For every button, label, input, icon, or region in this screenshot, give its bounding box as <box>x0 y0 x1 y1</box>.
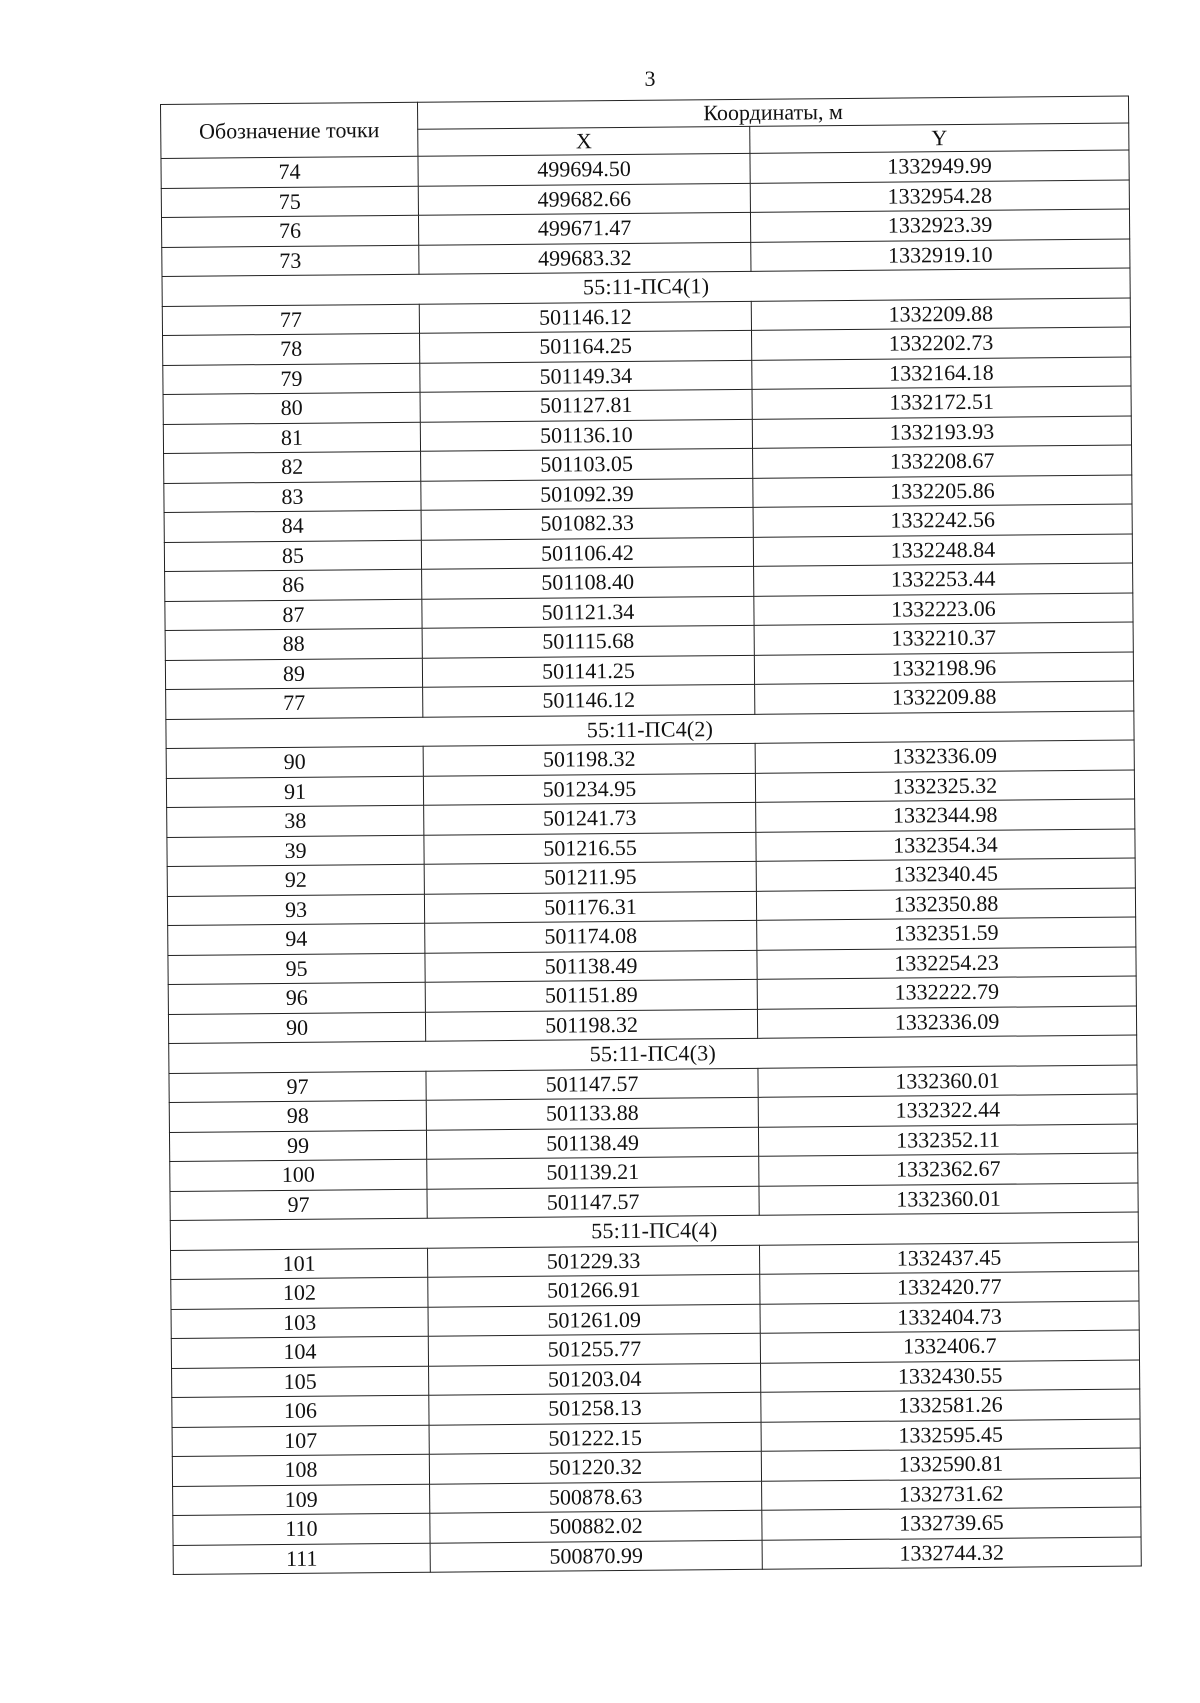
y-coordinate-cell: 1332172.51 <box>752 386 1131 419</box>
y-coordinate-cell: 1332404.73 <box>760 1301 1139 1334</box>
x-coordinate-cell: 501234.95 <box>423 773 755 805</box>
point-number-cell: 99 <box>169 1130 426 1162</box>
y-coordinate-cell: 1332209.88 <box>751 298 1130 331</box>
y-coordinate-cell: 1332322.44 <box>758 1094 1137 1127</box>
y-coordinate-cell: 1332437.45 <box>759 1242 1138 1275</box>
y-coordinate-cell: 1332744.32 <box>762 1536 1141 1569</box>
y-coordinate-cell: 1332360.01 <box>759 1183 1138 1216</box>
x-coordinate-cell: 501092.39 <box>421 478 753 510</box>
y-coordinate-cell: 1332954.28 <box>750 180 1129 213</box>
y-coordinate-cell: 1332223.06 <box>754 593 1133 626</box>
x-coordinate-cell: 501139.21 <box>427 1156 759 1188</box>
y-coordinate-cell: 1332254.23 <box>757 947 1136 980</box>
y-coordinate-cell: 1332248.84 <box>753 534 1132 567</box>
y-coordinate-cell: 1332420.77 <box>760 1271 1139 1304</box>
x-coordinate-cell: 501151.89 <box>425 979 757 1011</box>
section-title: 55:11-ПС4(1) <box>162 268 1130 306</box>
y-coordinate-cell: 1332949.99 <box>750 150 1129 183</box>
x-coordinate-cell: 501133.88 <box>426 1097 758 1129</box>
header-coordinates: Координаты, м <box>417 96 1128 129</box>
x-coordinate-cell: 501108.40 <box>422 566 754 598</box>
y-coordinate-cell: 1332242.56 <box>753 504 1132 537</box>
point-number-cell: 108 <box>172 1454 429 1486</box>
point-number-cell: 74 <box>161 156 418 188</box>
y-coordinate-cell: 1332253.44 <box>754 563 1133 596</box>
x-coordinate-cell: 501220.32 <box>429 1451 761 1483</box>
point-number-cell: 95 <box>168 953 425 985</box>
header-y: Y <box>750 123 1129 153</box>
section-title: 55:11-ПС4(4) <box>170 1212 1138 1250</box>
point-number-cell: 85 <box>164 540 421 572</box>
x-coordinate-cell: 501103.05 <box>421 448 753 480</box>
point-number-cell: 102 <box>171 1277 428 1309</box>
y-coordinate-cell: 1332406.7 <box>760 1330 1139 1363</box>
y-coordinate-cell: 1332202.73 <box>751 327 1130 360</box>
x-coordinate-cell: 501147.57 <box>426 1068 758 1100</box>
point-number-cell: 83 <box>164 481 421 513</box>
y-coordinate-cell: 1332222.79 <box>757 976 1136 1009</box>
x-coordinate-cell: 501216.55 <box>424 832 756 864</box>
point-number-cell: 84 <box>164 510 421 542</box>
point-number-cell: 87 <box>165 599 422 631</box>
x-coordinate-cell: 501198.32 <box>425 1009 757 1041</box>
point-number-cell: 92 <box>167 864 424 896</box>
y-coordinate-cell: 1332430.55 <box>761 1360 1140 1393</box>
point-number-cell: 90 <box>168 1012 425 1044</box>
point-number-cell: 100 <box>170 1159 427 1191</box>
y-coordinate-cell: 1332581.26 <box>761 1389 1140 1422</box>
point-number-cell: 105 <box>172 1366 429 1398</box>
header-point-designation: Обозначение точки <box>161 102 418 158</box>
header-x: X <box>418 126 750 156</box>
x-coordinate-cell: 501241.73 <box>424 802 756 834</box>
point-number-cell: 91 <box>166 776 423 808</box>
x-coordinate-cell: 499694.50 <box>418 153 750 185</box>
point-number-cell: 110 <box>173 1513 430 1545</box>
point-number-cell: 103 <box>171 1307 428 1339</box>
y-coordinate-cell: 1332193.93 <box>752 416 1131 449</box>
y-coordinate-cell: 1332198.96 <box>754 652 1133 685</box>
x-coordinate-cell: 501164.25 <box>420 330 752 362</box>
y-coordinate-cell: 1332352.11 <box>758 1124 1137 1157</box>
point-number-cell: 96 <box>168 982 425 1014</box>
y-coordinate-cell: 1332731.62 <box>762 1477 1141 1510</box>
x-coordinate-cell: 501198.32 <box>423 743 755 775</box>
point-number-cell: 97 <box>170 1189 427 1221</box>
point-number-cell: 81 <box>163 422 420 454</box>
coordinates-table <box>160 96 1142 1575</box>
y-coordinate-cell: 1332360.01 <box>758 1065 1137 1098</box>
y-coordinate-cell: 1332209.88 <box>755 681 1134 714</box>
y-coordinate-cell: 1332205.86 <box>753 475 1132 508</box>
y-coordinate-cell: 1332336.09 <box>755 740 1134 773</box>
y-coordinate-cell: 1332336.09 <box>757 1006 1136 1039</box>
x-coordinate-cell: 501082.33 <box>421 507 753 539</box>
point-number-cell: 86 <box>165 569 422 601</box>
x-coordinate-cell: 501136.10 <box>420 419 752 451</box>
x-coordinate-cell: 501211.95 <box>424 861 756 893</box>
x-coordinate-cell: 501149.34 <box>420 360 752 392</box>
y-coordinate-cell: 1332739.65 <box>762 1507 1141 1540</box>
x-coordinate-cell: 499682.66 <box>418 183 750 215</box>
y-coordinate-cell: 1332919.10 <box>751 239 1130 272</box>
point-number-cell: 38 <box>167 805 424 837</box>
x-coordinate-cell: 501258.13 <box>429 1392 761 1424</box>
point-number-cell: 98 <box>169 1100 426 1132</box>
y-coordinate-cell: 1332595.45 <box>761 1418 1140 1451</box>
x-coordinate-cell: 501115.68 <box>422 625 754 657</box>
point-number-cell: 89 <box>165 658 422 690</box>
point-number-cell: 78 <box>163 333 420 365</box>
y-coordinate-cell: 1332325.32 <box>755 770 1134 803</box>
point-number-cell: 104 <box>171 1336 428 1368</box>
x-coordinate-cell: 501141.25 <box>422 655 754 687</box>
point-number-cell: 80 <box>163 392 420 424</box>
point-number-cell: 101 <box>171 1248 428 1280</box>
x-coordinate-cell: 501147.57 <box>427 1186 759 1218</box>
y-coordinate-cell: 1332164.18 <box>752 357 1131 390</box>
point-number-cell: 73 <box>162 245 419 277</box>
x-coordinate-cell: 500878.63 <box>430 1481 762 1513</box>
point-number-cell: 77 <box>162 304 419 336</box>
x-coordinate-cell: 501266.91 <box>428 1274 760 1306</box>
x-coordinate-cell: 501146.12 <box>419 301 751 333</box>
point-number-cell: 82 <box>164 451 421 483</box>
x-coordinate-cell: 501176.31 <box>424 891 756 923</box>
x-coordinate-cell: 500870.99 <box>430 1540 762 1572</box>
point-number-cell: 76 <box>161 215 418 247</box>
x-coordinate-cell: 501174.08 <box>425 920 757 952</box>
section-title: 55:11-ПС4(2) <box>166 711 1134 749</box>
point-number-cell: 88 <box>165 628 422 660</box>
x-coordinate-cell: 501255.77 <box>428 1333 760 1365</box>
x-coordinate-cell: 501203.04 <box>429 1363 761 1395</box>
y-coordinate-cell: 1332210.37 <box>754 622 1133 655</box>
x-coordinate-cell: 500882.02 <box>430 1510 762 1542</box>
y-coordinate-cell: 1332923.39 <box>750 209 1129 242</box>
x-coordinate-cell: 501146.12 <box>423 684 755 716</box>
y-coordinate-cell: 1332590.81 <box>761 1448 1140 1481</box>
x-coordinate-cell: 501138.49 <box>426 1127 758 1159</box>
x-coordinate-cell: 501121.34 <box>422 596 754 628</box>
y-coordinate-cell: 1332351.59 <box>757 917 1136 950</box>
x-coordinate-cell: 501138.49 <box>425 950 757 982</box>
y-coordinate-cell: 1332344.98 <box>756 799 1135 832</box>
point-number-cell: 75 <box>161 186 418 218</box>
point-number-cell: 94 <box>168 923 425 955</box>
point-number-cell: 77 <box>166 687 423 719</box>
point-number-cell: 79 <box>163 363 420 395</box>
point-number-cell: 111 <box>173 1543 430 1575</box>
section-title: 55:11-ПС4(3) <box>169 1035 1137 1073</box>
point-number-cell: 90 <box>166 746 423 778</box>
point-number-cell: 93 <box>167 894 424 926</box>
page-number: 3 <box>644 66 656 91</box>
point-number-cell: 97 <box>169 1071 426 1103</box>
point-number-cell: 107 <box>172 1425 429 1457</box>
x-coordinate-cell: 501261.09 <box>428 1304 760 1336</box>
y-coordinate-cell: 1332362.67 <box>759 1153 1138 1186</box>
x-coordinate-cell: 499671.47 <box>418 212 750 244</box>
y-coordinate-cell: 1332354.34 <box>756 829 1135 862</box>
point-number-cell: 106 <box>172 1395 429 1427</box>
x-coordinate-cell: 501127.81 <box>420 389 752 421</box>
point-number-cell: 39 <box>167 835 424 867</box>
table-body <box>161 150 1141 1574</box>
x-coordinate-cell: 501222.15 <box>429 1422 761 1454</box>
y-coordinate-cell: 1332350.88 <box>756 888 1135 921</box>
y-coordinate-cell: 1332208.67 <box>753 445 1132 478</box>
x-coordinate-cell: 501106.42 <box>421 537 753 569</box>
x-coordinate-cell: 499683.32 <box>419 242 751 274</box>
y-coordinate-cell: 1332340.45 <box>756 858 1135 891</box>
point-number-cell: 109 <box>173 1484 430 1516</box>
x-coordinate-cell: 501229.33 <box>427 1245 759 1277</box>
